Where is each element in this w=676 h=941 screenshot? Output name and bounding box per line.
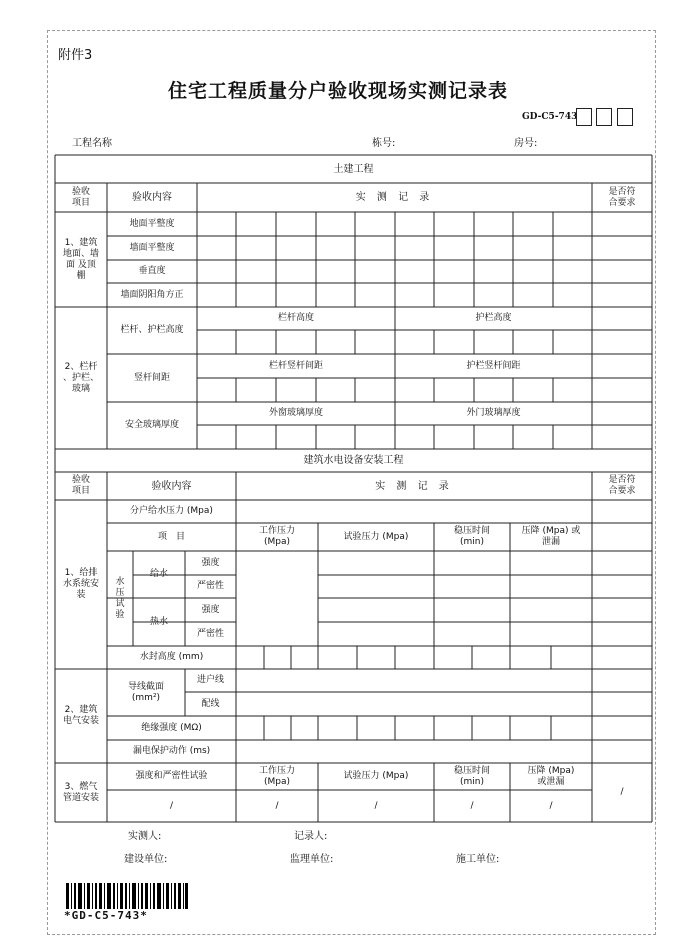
mep-leakage: 漏电保护动作 (ms) bbox=[132, 746, 211, 756]
guard-spacing-sub: 护栏竖杆间距 bbox=[466, 360, 521, 371]
civil-item-wall-flatness: 墙面平整度 bbox=[129, 242, 175, 253]
outer-door-glass-sub: 外门玻璃厚度 bbox=[466, 408, 521, 418]
measurer-label: 实测人: bbox=[128, 831, 162, 842]
gas-slash-content: / bbox=[169, 800, 174, 811]
gas-slash-hold: / bbox=[470, 800, 474, 811]
mep-incoming-line: 进户线 bbox=[196, 675, 224, 685]
mep-supply-strength: 强度 bbox=[201, 557, 220, 568]
gas-slash-test: / bbox=[374, 800, 378, 811]
gas-pressure-drop: 压降 (Mpa) 或泄漏 bbox=[527, 765, 575, 787]
guard-height-sub: 护栏高度 bbox=[475, 313, 512, 323]
civil-item-verticality: 垂直度 bbox=[138, 266, 166, 276]
civil-col-content: 验收内容 bbox=[132, 192, 172, 203]
mep-insulation: 绝缘强度 (MΩ) bbox=[141, 722, 202, 733]
mep-col-content: 验收内容 bbox=[151, 480, 192, 492]
mep-group1-label: 1、给排 水系统安 装 bbox=[62, 568, 99, 600]
gas-test-label: 强度和严密性试验 bbox=[135, 771, 208, 781]
civil-item-floor-flatness: 地面平整度 bbox=[129, 218, 175, 229]
mep-item-header: 项 目 bbox=[157, 531, 185, 542]
civil-col-record: 实 测 记 录 bbox=[355, 192, 434, 203]
mep-col-comply: 是否符 合要求 bbox=[608, 475, 636, 496]
mep-section-title: 建筑水电设备安装工程 bbox=[303, 455, 404, 466]
form-code: GD-C5-743 bbox=[522, 112, 578, 122]
mep-hold-time: 稳压时间 (min) bbox=[453, 526, 490, 547]
mep-pressure-drop: 压降 (Mpa) 或 泄漏 bbox=[521, 526, 581, 547]
mep-distribution-line: 配线 bbox=[201, 698, 220, 709]
mep-hot-strength: 强度 bbox=[201, 604, 220, 615]
barcode bbox=[66, 883, 188, 909]
mep-seal-height: 水封高度 (mm) bbox=[139, 652, 204, 662]
civil-col-item: 验收 项目 bbox=[71, 186, 90, 208]
room-no-label: 房号: bbox=[514, 138, 538, 149]
civil-section-title: 土建工程 bbox=[333, 163, 374, 175]
mep-water-pressure: 分户给水压力 (Mpa) bbox=[130, 506, 213, 516]
project-name-label: 工程名称 bbox=[72, 138, 112, 149]
mep-hot-tightness: 严密性 bbox=[196, 628, 224, 639]
supervisor-label: 监理单位: bbox=[290, 854, 334, 865]
builder-label: 建设单位: bbox=[124, 854, 168, 865]
gas-slash-work: / bbox=[275, 800, 279, 811]
railing-height-sub: 栏杆高度 bbox=[277, 313, 314, 323]
railing-spacing-sub: 栏杆竖杆间距 bbox=[268, 360, 323, 371]
gas-slash-drop: / bbox=[549, 800, 553, 811]
civil-railing-height: 栏杆、护栏高度 bbox=[120, 325, 184, 335]
mep-water-test-label: 水 压 试 验 bbox=[115, 576, 125, 620]
civil-col-comply: 是否符 合要求 bbox=[608, 186, 636, 208]
civil-rod-spacing: 竖杆间距 bbox=[133, 372, 170, 383]
mep-work-pressure: 工作压力 (Mpa) bbox=[258, 526, 295, 547]
recorder-label: 记录人: bbox=[294, 831, 328, 842]
mep-supply-label: 给水 bbox=[149, 569, 168, 579]
building-no-label: 栋号: bbox=[372, 138, 396, 149]
mep-hot-label: 热水 bbox=[149, 616, 168, 627]
mep-wire-section: 导线截面 (mm²) bbox=[127, 681, 164, 703]
form-title: 住宅工程质量分户验收现场实测记录表 bbox=[167, 80, 508, 102]
mep-test-pressure: 试验压力 (Mpa) bbox=[343, 531, 409, 542]
mep-group2-label: 2、建筑 电气安装 bbox=[62, 705, 99, 726]
outer-window-glass-sub: 外窗玻璃厚度 bbox=[268, 408, 323, 418]
civil-item-corner-square: 墙面阴阳角方正 bbox=[120, 289, 184, 300]
gas-hold-time: 稳压时间 (min) bbox=[453, 765, 490, 787]
gas-slash-comply: / bbox=[620, 787, 624, 797]
contractor-label: 施工单位: bbox=[456, 854, 500, 865]
barcode-text: *GD-C5-743* bbox=[64, 909, 148, 922]
gas-test-pressure: 试验压力 (Mpa) bbox=[343, 771, 409, 781]
civil-glass-thickness: 安全玻璃厚度 bbox=[124, 420, 179, 430]
mep-col-item: 验收 项目 bbox=[71, 475, 90, 496]
mep-group3-label: 3、燃气 管道安装 bbox=[62, 781, 99, 803]
attachment-label: 附件3 bbox=[58, 48, 93, 63]
mep-supply-tightness: 严密性 bbox=[196, 581, 224, 591]
civil-group1-label: 1、建筑 地面、墙 面 及顶 棚 bbox=[62, 237, 99, 281]
gas-work-pressure: 工作压力 (Mpa) bbox=[258, 765, 295, 787]
civil-group2-label: 2、栏杆 、护栏、 玻璃 bbox=[62, 361, 99, 394]
mep-col-record: 实 测 记 录 bbox=[375, 480, 453, 492]
